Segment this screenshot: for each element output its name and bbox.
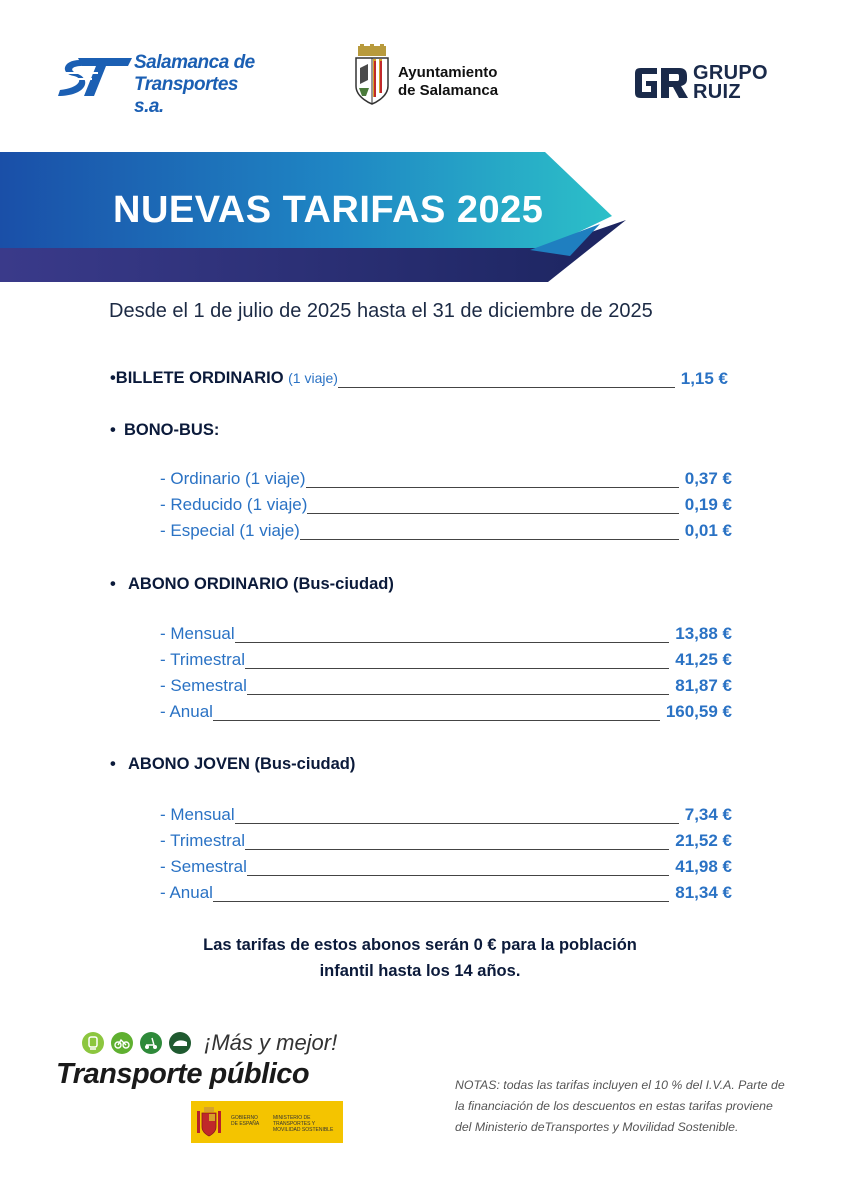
ayto-logo-line1: Ayuntamiento — [398, 64, 498, 81]
ruiz-logo-text — [693, 64, 768, 102]
salamanca-transportes-logo — [56, 50, 256, 117]
bono-bus-label: BONO-BUS: — [124, 421, 220, 439]
gov-right-text: MINISTERIO DE TRANSPORTES Y MOVILIDAD SOSTENIBLE — [273, 1115, 334, 1133]
train-icon — [82, 1032, 104, 1054]
transporte-publico-brand: Transporte público — [56, 1058, 310, 1090]
leader-line — [235, 823, 679, 824]
tariff-row — [160, 805, 732, 827]
child-note-line1: Las tarifas de estos abonos serán 0 € para la población — [203, 936, 637, 954]
tariff-label: - Mensual — [160, 624, 235, 643]
leader-line — [213, 901, 669, 902]
bono-bus-heading — [110, 421, 219, 440]
tariff-label: - Semestral — [160, 857, 247, 876]
leader-line — [245, 668, 669, 669]
validity-period: Desde el 1 de julio de 2025 hasta el 31 de diciembre de 2025 — [109, 300, 653, 322]
tariff-price: 7,34 € — [684, 805, 732, 824]
tariff-price: 81,34 € — [675, 883, 732, 902]
scooter-icon — [140, 1032, 162, 1054]
tariff-row — [160, 624, 732, 646]
tariff-price: 41,98 € — [675, 857, 732, 876]
billete-ordinario-row — [110, 369, 728, 391]
tariff-label: - Anual — [160, 702, 213, 721]
leader-line — [235, 642, 669, 643]
abono-joven-label: ABONO JOVEN (Bus-ciudad) — [128, 755, 356, 773]
tariff-row — [160, 495, 732, 517]
page-title: NUEVAS TARIFAS 2025 — [113, 189, 544, 231]
gr-logo-icon — [633, 66, 689, 100]
tagline: ¡Más y mejor! — [204, 1030, 338, 1055]
tariff-row — [160, 650, 732, 672]
billete-ordinario-price: 1,15 € — [680, 369, 728, 388]
leader-line — [247, 875, 669, 876]
tariff-label: - Semestral — [160, 676, 247, 695]
tariff-price: 21,52 € — [675, 831, 732, 850]
st-logo-line2: Transportes s.a. — [134, 74, 238, 117]
bullet-icon: • — [110, 369, 116, 387]
high-speed-train-icon — [169, 1032, 191, 1054]
tariff-price: 0,19 € — [684, 495, 732, 514]
child-note-line2: infantil hasta los 14 años. — [319, 962, 521, 980]
tariff-label: - Mensual — [160, 805, 235, 824]
tariff-label: - Trimestral — [160, 831, 245, 850]
st-logo-line1: Salamanca de — [134, 52, 255, 73]
child-free-note — [150, 932, 690, 984]
tariff-price: 0,01 € — [684, 521, 732, 540]
leader-line — [338, 387, 675, 388]
st-logo-text — [134, 52, 256, 118]
leader-line — [245, 849, 669, 850]
tariff-price: 0,37 € — [684, 469, 732, 488]
tariff-label: - Trimestral — [160, 650, 245, 669]
ayuntamiento-logo — [352, 44, 512, 108]
tariff-row — [160, 883, 732, 905]
bullet-icon: • — [110, 421, 116, 439]
city-shield-icon — [352, 44, 392, 106]
tariff-price: 160,59 € — [665, 702, 732, 721]
grupo-ruiz-logo — [633, 62, 803, 102]
ruiz-logo-line1: GRUPO — [693, 62, 768, 84]
leader-line — [213, 720, 660, 721]
st-logo-icon — [56, 54, 134, 98]
tariff-label: - Anual — [160, 883, 213, 902]
ayto-logo-text — [398, 64, 498, 100]
tariff-price: 81,87 € — [675, 676, 732, 695]
ayto-logo-line2: de Salamanca — [398, 82, 499, 99]
leader-line — [247, 694, 669, 695]
bullet-icon: • — [110, 755, 116, 773]
billete-ordinario-note: (1 viaje) — [288, 370, 338, 386]
abono-ordinario-label: ABONO ORDINARIO (Bus-ciudad) — [128, 575, 394, 593]
tariff-label: - Reducido (1 viaje) — [160, 495, 308, 514]
tariff-row — [160, 857, 732, 879]
billete-ordinario-heading — [110, 369, 338, 388]
mas-y-mejor-badge — [82, 1030, 352, 1060]
tariff-row — [160, 676, 732, 698]
bullet-icon: • — [110, 575, 116, 593]
tariff-label: - Ordinario (1 viaje) — [160, 469, 306, 488]
ruiz-logo-line2: RUIZ — [693, 81, 741, 103]
tariff-row — [160, 469, 732, 491]
tariff-price: 13,88 € — [675, 624, 732, 643]
abono-joven-heading — [110, 755, 355, 774]
footer-notes: NOTAS: todas las tarifas incluyen el 10 % del I.V.A. Parte de la financiación de los descuentos en estas tarifas proviene del Ministerio deTransportes y Movilidad Sostenible. — [455, 1078, 785, 1134]
tariff-price: 41,25 € — [675, 650, 732, 669]
gov-left-text: GOBIERNO DE ESPAÑA — [231, 1115, 260, 1127]
gobierno-espana-logo — [191, 1101, 343, 1143]
tariff-label: - Especial (1 viaje) — [160, 521, 300, 540]
leader-line — [306, 487, 679, 488]
billete-ordinario-label: BILLETE ORDINARIO — [115, 369, 284, 387]
leader-line — [307, 513, 679, 514]
tariff-row — [160, 831, 732, 853]
bicycle-icon — [111, 1032, 133, 1054]
tariff-row — [160, 702, 732, 724]
spain-coat-of-arms-icon — [195, 1105, 223, 1139]
tariff-row — [160, 521, 732, 543]
abono-ordinario-heading — [110, 575, 394, 594]
leader-line — [300, 539, 679, 540]
